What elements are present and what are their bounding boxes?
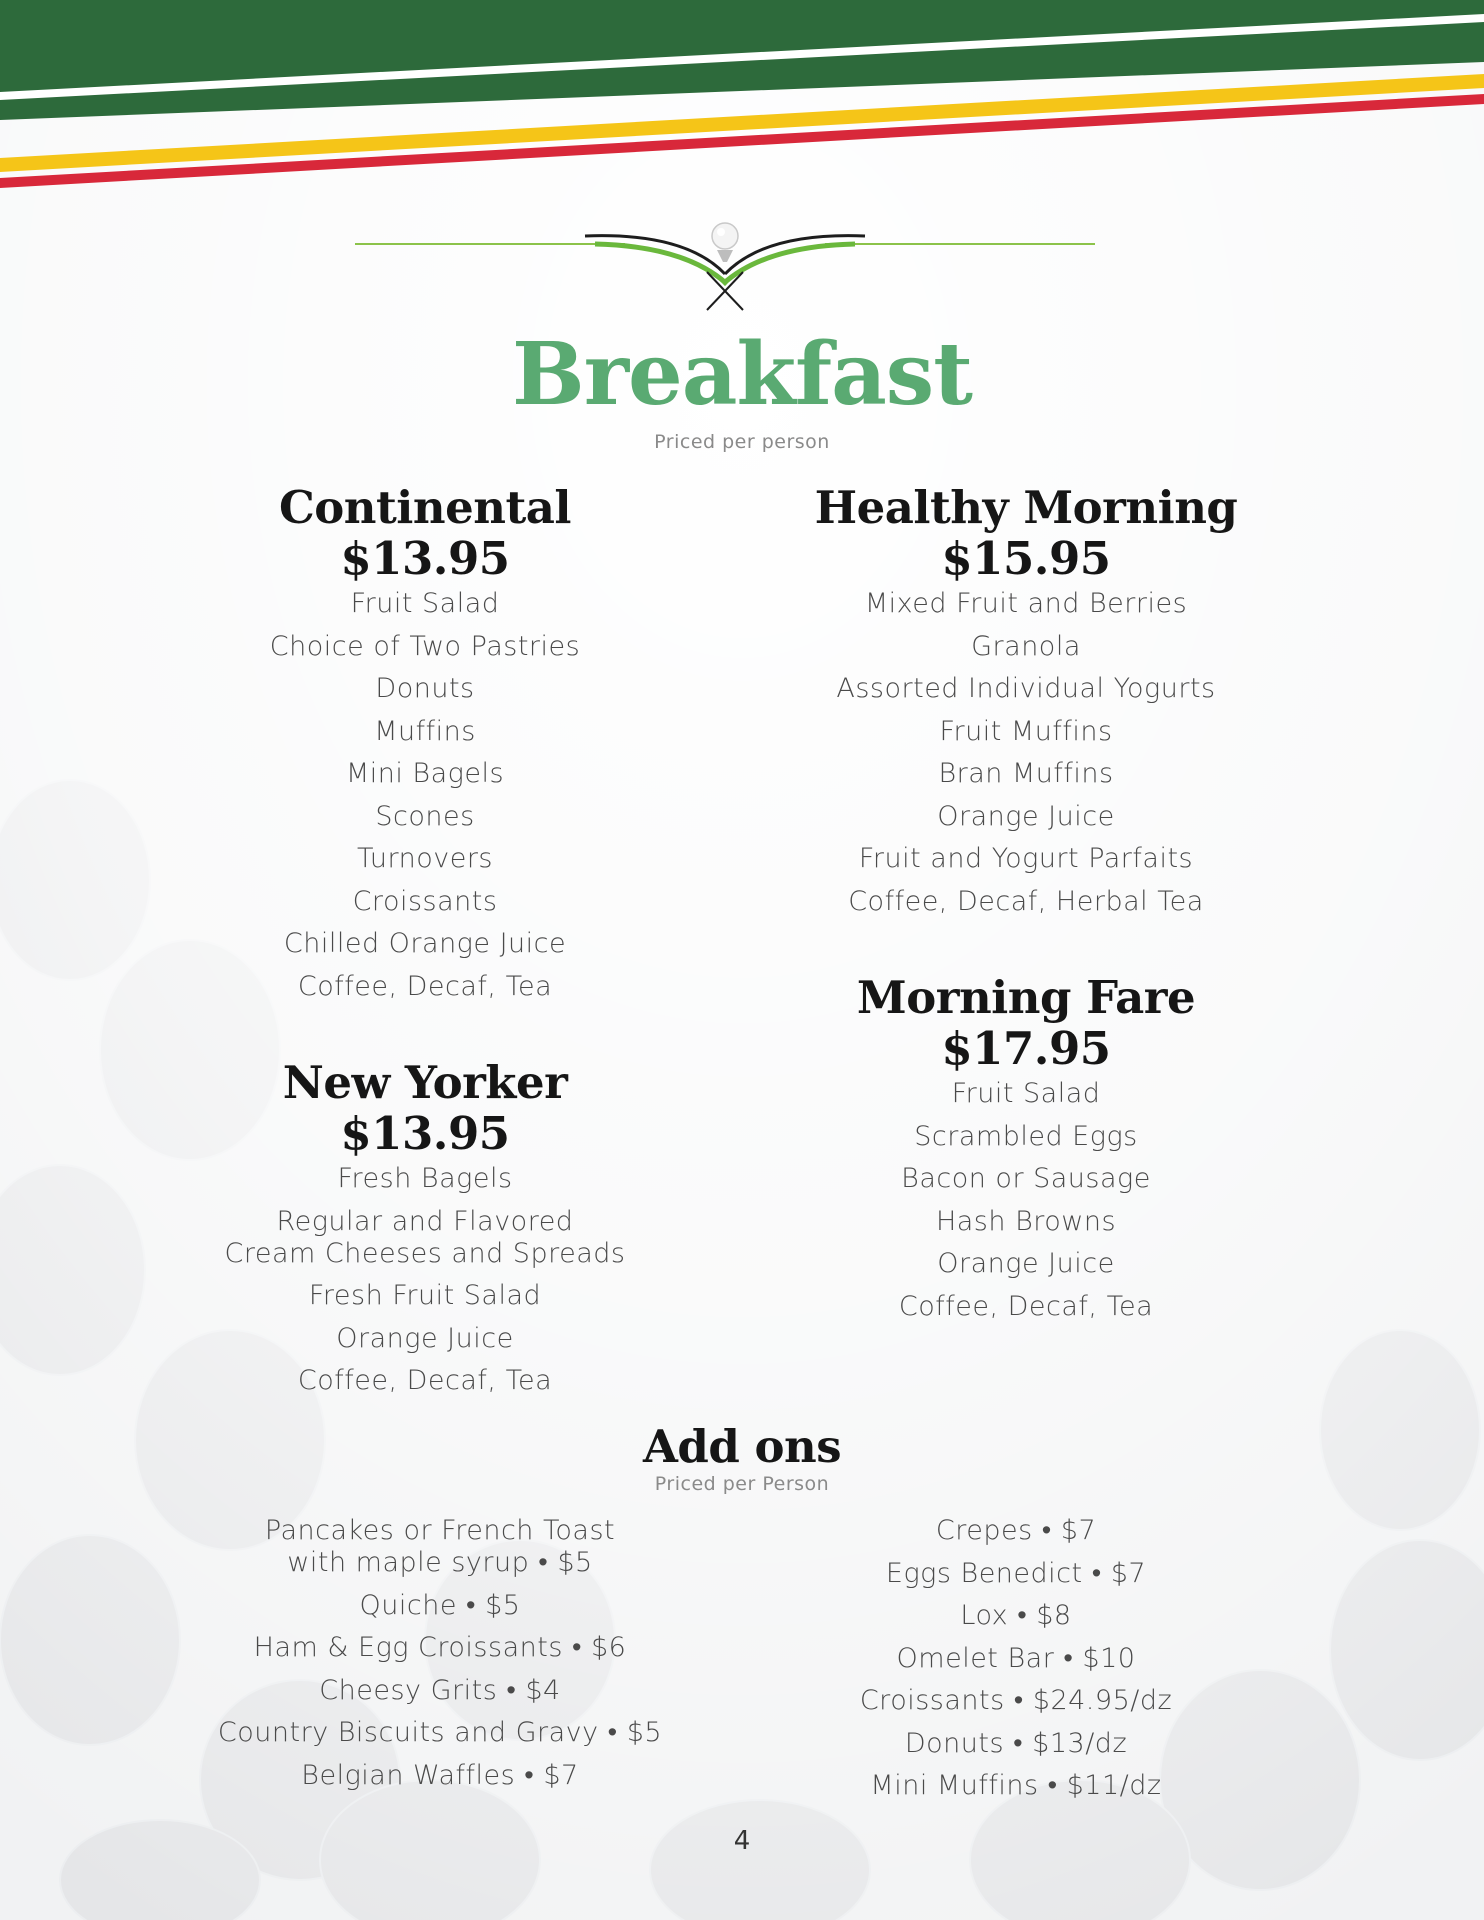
item-list xyxy=(190,1163,660,1397)
list-item: Coffee, Decaf, Tea xyxy=(297,970,553,1002)
list-item: Fruit Muffins xyxy=(939,715,1113,747)
addons-title: Add ons xyxy=(642,1420,842,1473)
list-item: Omelet Bar • $10 xyxy=(896,1642,1136,1674)
list-item: Croissants xyxy=(352,885,498,917)
section-healthy-morning xyxy=(786,482,1266,928)
list-item: Crepes • $7 xyxy=(935,1515,1097,1546)
section-continental xyxy=(190,482,660,1013)
list-item: Quiche • $5 xyxy=(359,1589,521,1621)
list-item: Cheesy Grits • $4 xyxy=(319,1674,561,1706)
item-list xyxy=(786,1078,1266,1323)
addons-right-column xyxy=(786,1515,1246,1813)
list-item: Mixed Fruit and Berries xyxy=(864,588,1188,619)
list-item: Bran Muffins xyxy=(938,758,1114,789)
list-item: Fruit Salad xyxy=(350,588,500,619)
list-item: Orange Juice xyxy=(336,1322,514,1354)
section-name: Continental xyxy=(278,481,572,534)
item-list xyxy=(190,588,660,1003)
list-item: Coffee, Decaf, Tea xyxy=(898,1290,1154,1322)
item-list xyxy=(786,588,1266,918)
item-list xyxy=(786,1515,1246,1802)
section-name: Healthy Morning xyxy=(814,481,1238,534)
page-title: Breakfast xyxy=(512,324,972,425)
list-item: Country Biscuits and Gravy • $5 xyxy=(217,1717,663,1748)
list-item-line: Cream Cheeses and Spreads xyxy=(224,1237,626,1269)
section-name: New Yorker xyxy=(282,1056,568,1109)
list-item: Mini Muffins • $11/dz xyxy=(870,1770,1162,1801)
list-item: Fruit Salad xyxy=(951,1078,1101,1109)
section-price: $17.95 xyxy=(941,1022,1111,1075)
list-item: Chilled Orange Juice xyxy=(283,928,567,959)
list-item: Mini Bagels xyxy=(345,758,505,789)
list-item-line: Regular and Flavored xyxy=(276,1205,574,1237)
list-item: Lox • $8 xyxy=(960,1600,1072,1631)
list-item: Donuts • $13/dz xyxy=(904,1727,1128,1759)
list-item: Fresh Bagels xyxy=(337,1163,513,1194)
list-item xyxy=(190,1206,660,1270)
golf-ball-on-tee-icon xyxy=(355,222,1095,314)
list-item: Hash Browns xyxy=(935,1205,1117,1237)
page-subtitle: Priced per person xyxy=(654,431,830,453)
list-item: Coffee, Decaf, Tea xyxy=(297,1365,553,1396)
list-item-line: with maple syrup • $5 xyxy=(287,1547,593,1578)
list-item: Granola xyxy=(971,630,1081,662)
page-number: 4 xyxy=(733,1826,751,1856)
section-price: $15.95 xyxy=(941,532,1111,585)
item-list xyxy=(190,1515,690,1792)
list-item: Croissants • $24.95/dz xyxy=(859,1685,1173,1716)
list-item: Scones xyxy=(375,800,475,832)
list-item: Scrambled Eggs xyxy=(914,1120,1138,1152)
list-item: Bacon or Sausage xyxy=(901,1163,1151,1194)
list-item: Donuts xyxy=(375,673,475,704)
list-item: Choice of Two Pastries xyxy=(269,630,581,662)
list-item: Fresh Fruit Salad xyxy=(308,1280,542,1311)
list-item-line: Pancakes or French Toast xyxy=(264,1515,616,1546)
section-new-yorker xyxy=(190,1057,660,1408)
section-morning-fare xyxy=(786,972,1266,1333)
list-item xyxy=(190,1515,690,1579)
list-item: Fruit and Yogurt Parfaits xyxy=(858,843,1194,874)
list-item: Belgian Waffles • $7 xyxy=(301,1759,579,1791)
section-price: $13.95 xyxy=(340,1107,510,1160)
header-banner xyxy=(0,0,1484,200)
list-item: Turnovers xyxy=(356,843,494,874)
section-name: Morning Fare xyxy=(856,971,1196,1024)
list-item: Coffee, Decaf, Herbal Tea xyxy=(848,885,1204,917)
list-item: Ham & Egg Croissants • $6 xyxy=(253,1632,627,1663)
list-item: Muffins xyxy=(374,715,476,747)
addons-left-column xyxy=(190,1515,690,1802)
section-price: $13.95 xyxy=(340,532,510,585)
list-item: Orange Juice xyxy=(937,800,1115,832)
list-item: Orange Juice xyxy=(937,1248,1115,1279)
addons-subtitle: Priced per Person xyxy=(654,1473,830,1495)
list-item: Eggs Benedict • $7 xyxy=(885,1557,1147,1589)
list-item: Assorted Individual Yogurts xyxy=(836,673,1216,704)
